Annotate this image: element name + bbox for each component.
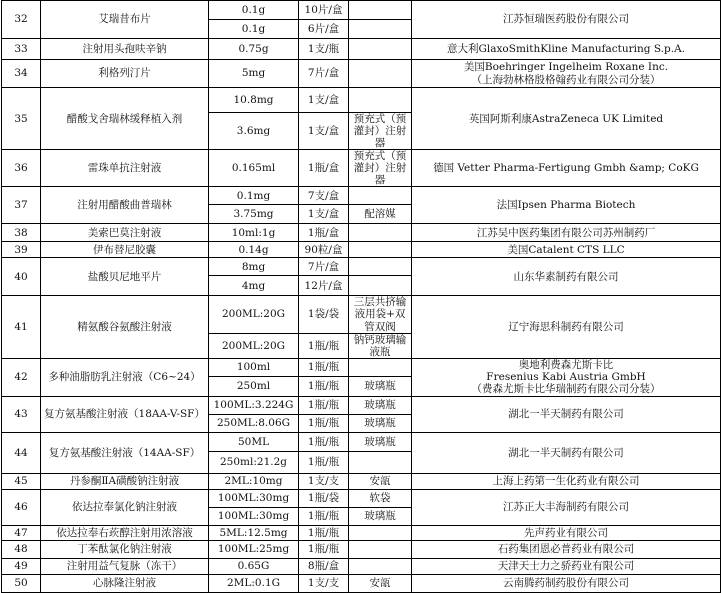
drug-spec: 5mg	[209, 60, 299, 88]
row-number: 46	[2, 489, 41, 525]
manufacturer	[412, 224, 721, 242]
row-number: 36	[2, 150, 41, 187]
row-number: 32	[2, 1, 41, 39]
drug-spec: 200ML:20G	[209, 333, 299, 358]
manufacturer	[412, 473, 721, 489]
drug-name: 注射用头孢呋辛钠	[41, 39, 209, 60]
manufacturer-line: 云南腾药制药股份有限公司	[503, 577, 629, 590]
drug-note: 软袋	[349, 489, 412, 507]
drug-pack: 7片/盒	[299, 258, 349, 276]
drug-spec: 100ML:3.224G	[209, 396, 299, 414]
drug-name: 利格列汀片	[41, 60, 209, 88]
drug-note: 玻璃瓶	[349, 414, 412, 432]
drug-name: 精氨酸谷氨酸注射液	[41, 296, 209, 358]
drug-spec: 0.65G	[209, 558, 299, 574]
manufacturer	[412, 396, 721, 432]
table-row	[2, 540, 721, 558]
manufacturer	[412, 358, 721, 396]
drug-note	[349, 258, 412, 276]
drug-note: 玻璃瓶	[349, 396, 412, 414]
drug-spec: 0.1mg	[209, 187, 299, 205]
drug-name: 雷珠单抗注射液	[41, 150, 209, 187]
drug-spec: 0.165ml	[209, 150, 299, 187]
drug-pack: 12片/盒	[299, 276, 349, 296]
drug-pack: 1瓶/瓶	[299, 333, 349, 358]
drug-name: 丹参酮ⅡA磺酸钠注射液	[41, 473, 209, 489]
table-row	[2, 296, 721, 333]
drug-name: 依达拉奉右莰醇注射用浓溶液	[41, 525, 209, 540]
drug-note: 安瓿	[349, 574, 412, 592]
row-number: 48	[2, 540, 41, 558]
drug-spec: 5ML:12.5mg	[209, 525, 299, 540]
drug-note: 玻璃瓶	[349, 432, 412, 451]
row-number: 35	[2, 88, 41, 150]
table-row	[2, 1, 721, 20]
manufacturer-line: 先声药业有限公司	[524, 526, 608, 539]
manufacturer	[412, 525, 721, 540]
drug-name: 依达拉奉氯化钠注射液	[41, 489, 209, 525]
manufacturer-line: 天津天士力之骄药业有限公司	[497, 560, 635, 573]
drug-pack: 1瓶/瓶	[299, 432, 349, 451]
drug-spec: 100ML:30mg	[209, 507, 299, 525]
row-number: 43	[2, 396, 41, 432]
drug-note: 预充式（预灌封）注射器	[349, 150, 412, 187]
manufacturer-line: 上海上药第一生化药业有限公司	[492, 475, 640, 488]
table-row	[2, 358, 721, 376]
table-row	[2, 489, 721, 507]
drug-name: 心脉隆注射液	[41, 574, 209, 592]
drug-pack: 1瓶/瓶	[299, 451, 349, 473]
table-row	[2, 242, 721, 258]
manufacturer-line: 美国Catalent CTS LLC	[507, 243, 625, 256]
drug-note	[349, 187, 412, 205]
row-number: 33	[2, 39, 41, 60]
manufacturer	[412, 39, 721, 60]
drug-name: 美索巴莫注射液	[41, 224, 209, 242]
table-row	[2, 574, 721, 592]
drug-pack: 1瓶/瓶	[299, 376, 349, 396]
row-number: 39	[2, 242, 41, 258]
table-row	[2, 558, 721, 574]
row-number: 47	[2, 525, 41, 540]
row-number: 34	[2, 60, 41, 88]
drug-pack: 1支/支	[299, 574, 349, 592]
manufacturer-line: 湖北一半天制药有限公司	[508, 446, 624, 459]
drug-pack: 7支/盒	[299, 187, 349, 205]
drug-note	[349, 451, 412, 473]
drug-note	[349, 224, 412, 242]
table-row	[2, 187, 721, 205]
table-row	[2, 432, 721, 451]
drug-spec: 10.8mg	[209, 88, 299, 113]
drug-spec: 50ML	[209, 432, 299, 451]
manufacturer-line: Fresenius Kabi Austria GmbH	[486, 371, 646, 384]
table-row	[2, 60, 721, 88]
drug-spec: 200ML:20G	[209, 296, 299, 333]
drug-pack: 1支/瓶	[299, 39, 349, 60]
drug-note	[349, 358, 412, 376]
drug-note	[349, 20, 412, 39]
drug-note: 配溶媒	[349, 205, 412, 224]
drug-name: 艾瑞昔布片	[41, 1, 209, 39]
drug-spec: 10ml:1g	[209, 224, 299, 242]
drug-pack: 90粒/盒	[299, 242, 349, 258]
drug-spec: 0.1g	[209, 1, 299, 20]
drug-note	[349, 540, 412, 558]
drug-spec: 8mg	[209, 258, 299, 276]
manufacturer	[412, 296, 721, 358]
drug-name: 伊布替尼胶囊	[41, 242, 209, 258]
row-number: 41	[2, 296, 41, 358]
drug-pack: 1支/盒	[299, 88, 349, 113]
drug-pack: 1瓶/瓶	[299, 358, 349, 376]
drug-pack: 1瓶/盒	[299, 150, 349, 187]
row-number: 49	[2, 558, 41, 574]
drug-pack: 6片/盒	[299, 20, 349, 39]
drug-name: 注射用醋酸曲普瑞林	[41, 187, 209, 224]
table-row	[2, 39, 721, 60]
row-number: 45	[2, 473, 41, 489]
manufacturer-line: 意大利GlaxoSmithKline Manufacturing S.p.A.	[447, 42, 685, 55]
drug-spec: 250ml:21.2g	[209, 451, 299, 473]
manufacturer	[412, 60, 721, 88]
manufacturer	[412, 1, 721, 39]
manufacturer	[412, 558, 721, 574]
drug-pack: 1支/盒	[299, 205, 349, 224]
manufacturer-line: 湖北一半天制药有限公司	[508, 408, 624, 421]
drug-note: 钠钙玻璃输液瓶	[349, 333, 412, 358]
drug-spec: 4mg	[209, 276, 299, 296]
drug-pack: 1瓶/瓶	[299, 414, 349, 432]
row-number: 37	[2, 187, 41, 224]
manufacturer-line: 德国 Vetter Pharma-Fertigung Gmbh &amp; CoKG	[433, 162, 699, 175]
manufacturer	[412, 540, 721, 558]
drug-pack: 1瓶/瓶	[299, 540, 349, 558]
drug-name: 盐酸贝尼地平片	[41, 258, 209, 296]
drug-spec: 250ML:8.06G	[209, 414, 299, 432]
drug-pack: 7片/盒	[299, 60, 349, 88]
manufacturer-line: 法国Ipsen Pharma Biotech	[496, 199, 636, 212]
table-row	[2, 258, 721, 276]
manufacturer-line: 江苏吴中医药集团有限公司苏州制药厂	[476, 226, 656, 239]
drug-spec: 3.6mg	[209, 113, 299, 150]
drug-note	[349, 242, 412, 258]
manufacturer-line: 辽宁海思科制药有限公司	[508, 321, 624, 333]
table-row	[2, 224, 721, 242]
manufacturer-line: 英国阿斯利康AstraZeneca UK Limited	[468, 112, 664, 125]
manufacturer	[412, 432, 721, 473]
drug-pack: 8瓶/盒	[299, 558, 349, 574]
drug-pack: 10片/盒	[299, 1, 349, 20]
row-number: 50	[2, 574, 41, 592]
drug-spec: 0.75g	[209, 39, 299, 60]
drug-name: 复方氨基酸注射液（18AA-V-SF）	[41, 396, 209, 432]
row-number: 38	[2, 224, 41, 242]
manufacturer	[412, 489, 721, 525]
manufacturer-line: 石药集团恩必普药业有限公司	[497, 543, 635, 556]
manufacturer	[412, 242, 721, 258]
manufacturer	[412, 150, 721, 187]
row-number: 40	[2, 258, 41, 296]
drug-note	[349, 88, 412, 113]
manufacturer	[412, 258, 721, 296]
table-row	[2, 396, 721, 414]
drug-table	[1, 0, 721, 593]
manufacturer-line: （费森尤斯卡比华瑞制药有限公司分装）	[471, 383, 661, 396]
drug-note	[349, 276, 412, 296]
drug-name: 丁苯酞氯化钠注射液	[41, 540, 209, 558]
drug-pack: 1瓶/瓶	[299, 525, 349, 540]
drug-pack: 1瓶/盒	[299, 224, 349, 242]
table-row	[2, 88, 721, 113]
drug-spec: 2ML:10mg	[209, 473, 299, 489]
drug-note	[349, 525, 412, 540]
drug-name: 醋酸戈舍瑞林缓释植入剂	[41, 88, 209, 150]
drug-pack: 1瓶/袋	[299, 489, 349, 507]
drug-note: 玻璃瓶	[349, 507, 412, 525]
manufacturer-line: 山东华素制药有限公司	[513, 270, 619, 283]
row-number: 44	[2, 432, 41, 473]
drug-pack: 1瓶/瓶	[299, 507, 349, 525]
manufacturer-line: 江苏正大丰海制药有限公司	[503, 501, 629, 514]
manufacturer-line: 江苏恒瑞医药股份有限公司	[503, 13, 629, 26]
table-row	[2, 150, 721, 187]
drug-name: 多种油脂肪乳注射液（C6~24）	[41, 358, 209, 396]
manufacturer	[412, 187, 721, 224]
drug-spec: 100ml	[209, 358, 299, 376]
manufacturer-line: 奥地利费森尤斯卡比	[518, 359, 614, 372]
manufacturer-line: （上海勃林格殷格翰药业有限公司分装）	[471, 73, 661, 86]
drug-name: 注射用益气复脉（冻干）	[41, 558, 209, 574]
drug-note	[349, 60, 412, 88]
table-row	[2, 473, 721, 489]
drug-spec: 100ML:30mg	[209, 489, 299, 507]
drug-spec: 2ML:0.1G	[209, 574, 299, 592]
drug-note: 三层共挤输液用袋+双管双阀	[349, 296, 412, 333]
drug-note: 预充式（预灌封）注射器	[349, 113, 412, 150]
drug-note	[349, 558, 412, 574]
manufacturer	[412, 88, 721, 150]
drug-spec: 0.14g	[209, 242, 299, 258]
drug-spec: 100ML:25mg	[209, 540, 299, 558]
row-number: 42	[2, 358, 41, 396]
table-row	[2, 525, 721, 540]
drug-note	[349, 39, 412, 60]
manufacturer	[412, 574, 721, 592]
drug-pack: 1支/支	[299, 473, 349, 489]
drug-note: 玻璃瓶	[349, 376, 412, 396]
drug-pack: 1瓶/瓶	[299, 396, 349, 414]
drug-note	[349, 1, 412, 20]
drug-pack: 1支/盒	[299, 113, 349, 150]
drug-note: 安瓿	[349, 473, 412, 489]
drug-spec: 0.1g	[209, 20, 299, 39]
manufacturer-line: 美国Boehringer Ingelheim Roxane Inc.	[463, 61, 669, 74]
drug-pack: 1袋/袋	[299, 296, 349, 333]
drug-spec: 250ml	[209, 376, 299, 396]
drug-name: 复方氨基酸注射液（14AA-SF）	[41, 432, 209, 473]
drug-spec: 3.75mg	[209, 205, 299, 224]
drug-table-body	[2, 1, 721, 593]
